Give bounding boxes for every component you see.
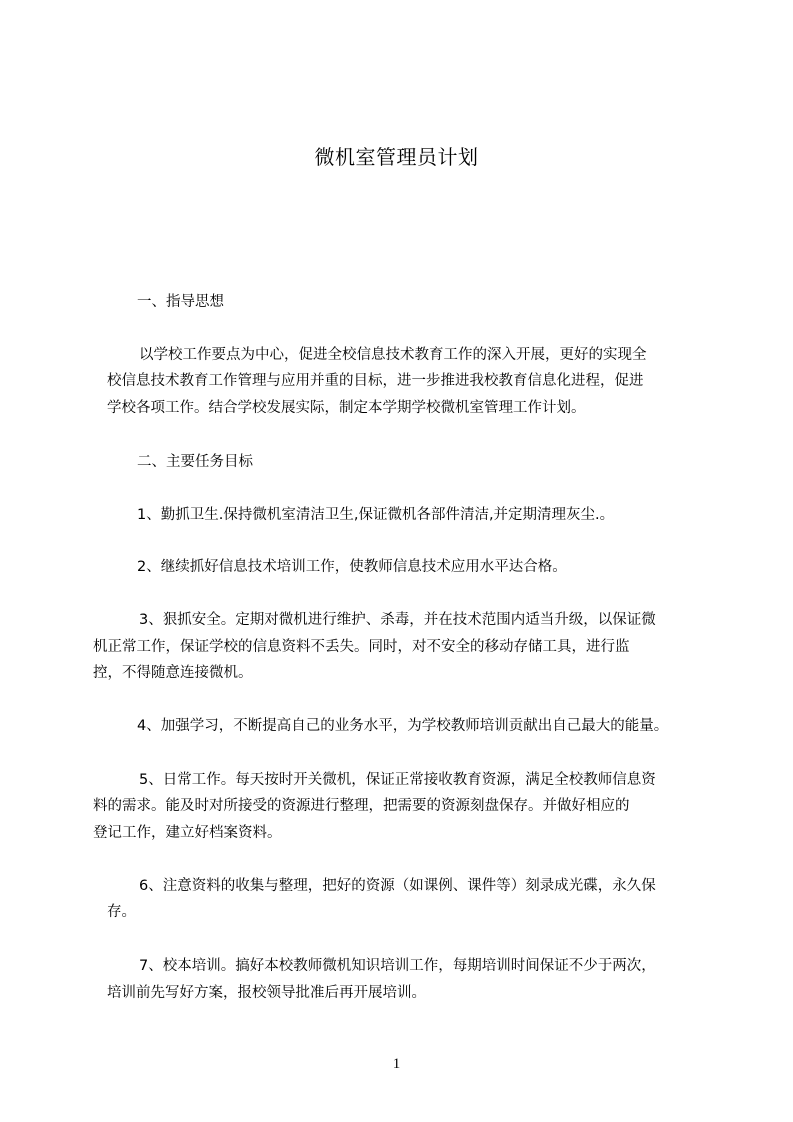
task-item-1: 1、勤抓卫生.保持微机室清洁卫生,保证微机各部件清洁,并定期清理灰尘.。 <box>137 507 615 523</box>
task-item-5: 5、日常工作。每天按时开关微机，保证正常接收教育资源，满足全校教师信息资 <box>139 772 656 788</box>
document-title: 微机室管理员计划 <box>314 145 479 169</box>
task-item-6: 6、注意资料的收集与整理，把好的资源（如课例、课件等）刻录成光碟，永久保 <box>139 878 656 894</box>
paragraph-line: 以学校工作要点为中心，促进全校信息技术教育工作的深入开展，更好的实现全 <box>139 347 647 363</box>
task-item-3: 3、狠抓安全。定期对微机进行维护、杀毒，并在技术范围内适当升级，以保证微 <box>139 612 656 628</box>
task-item-7-line: 培训前先写好方案，报校领导批准后再开展培训。 <box>107 985 426 1001</box>
paragraph-line: 校信息技术教育工作管理与应用并重的目标，进一步推进我校教育信息化进程，促进 <box>107 373 644 389</box>
page-number: 1 <box>392 1056 401 1072</box>
task-item-7: 7、校本培训。搞好本校教师微机知识培训工作，每期培训时间保证不少于两次， <box>139 958 656 974</box>
section-heading-tasks: 二、主要任务目标 <box>137 454 253 470</box>
paragraph-line: 学校各项工作。结合学校发展实际，制定本学期学校微机室管理工作计划。 <box>107 400 586 416</box>
task-item-3-line: 控，不得随意连接微机。 <box>93 665 253 681</box>
task-item-5-line: 料的需求。能及时对所接受的资源进行整理，把需要的资源刻盘保存。并做好相应的 <box>93 798 630 814</box>
task-item-2: 2、继续抓好信息技术培训工作，使教师信息技术应用水平达合格。 <box>137 559 567 575</box>
task-item-3-line: 机正常工作，保证学校的信息资料不丢失。同时，对不安全的移动存储工具，进行监 <box>93 639 630 655</box>
section-heading-guiding: 一、指导思想 <box>137 294 224 310</box>
task-item-4: 4、加强学习，不断提高自己的业务水平，为学校教师培训贡献出自己最大的能量。 <box>137 718 669 734</box>
task-item-6-line: 存。 <box>107 904 136 920</box>
task-item-5-line: 登记工作，建立好档案资料。 <box>93 825 282 841</box>
